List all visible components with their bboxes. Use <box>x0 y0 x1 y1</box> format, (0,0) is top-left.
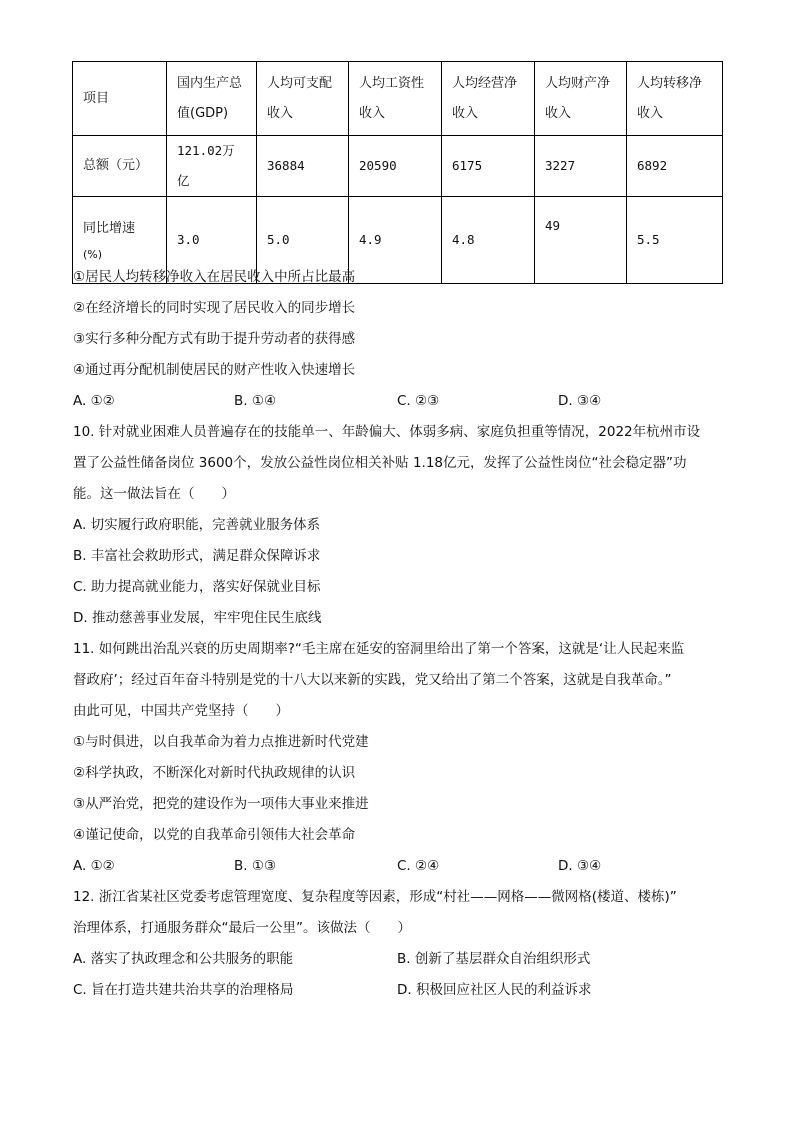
questions-block <box>73 262 733 1006</box>
q11-item: ③从严治党，把党的建设作为一项伟大事业来推进 <box>73 796 369 812</box>
table-cell: 3.0 <box>167 197 257 284</box>
q11-item: ①与时俱进，以自我革命为着力点推进新时代党建 <box>73 734 369 750</box>
header-cell <box>349 62 442 136</box>
q11-options <box>73 851 733 882</box>
q10-option: A. 切实履行政府职能，完善就业服务体系 <box>73 517 321 533</box>
header-text: 人均转移净 <box>637 75 703 91</box>
q9-item: ①居民人均转移净收入在居民收入中所占比最高 <box>73 269 356 285</box>
table-cell: 20590 <box>349 136 442 197</box>
table-cell: 5.0 <box>257 197 349 284</box>
q11-stem-line: 11. 如何跳出治乱兴衰的历史周期率?“毛主席在延安的窑洞里给出了第一个答案，这就是‘让人民起来监 <box>73 641 685 657</box>
q11-item: ④谨记使命，以党的自我革命引领伟大社会革命 <box>73 827 356 843</box>
option-a: A. 落实了执政理念和公共服务的职能 <box>73 951 294 967</box>
option-c: C. ②④ <box>397 858 440 874</box>
header-text: 收入 <box>267 105 294 121</box>
header-text: 人均经营净 <box>452 75 518 91</box>
option-a: A. ①② <box>73 393 115 409</box>
option-d: D. ③④ <box>558 858 602 874</box>
q10-stem-line: 置了公益性储备岗位 3600个，发放公益性岗位相关补贴 1.18亿元，发挥了公益性岗位“社会稳定器”功 <box>73 455 687 471</box>
q12-options-row <box>73 944 733 975</box>
header-cell <box>442 62 535 136</box>
q9-item: ③实行多种分配方式有助于提升劳动者的获得感 <box>73 331 356 347</box>
header-cell <box>73 62 167 136</box>
header-text: 人均可支配 <box>267 75 333 91</box>
table-cell: 6892 <box>627 136 723 197</box>
row-label-text: (%) <box>83 248 103 261</box>
option-a: A. ①② <box>73 858 115 874</box>
row-label: 总额（元） <box>73 136 167 197</box>
header-text: 人均工资性 <box>359 75 425 91</box>
option-b: B. 创新了基层群众自治组织形式 <box>397 951 591 967</box>
income-table <box>72 61 723 284</box>
header-text: 收入 <box>545 105 572 121</box>
option-b: B. ①④ <box>234 393 277 409</box>
q11-stem-line: 督政府’；经过百年奋斗特别是党的十八大以来新的实践，党又给出了第二个答案，这就是自我革命。” <box>73 672 672 688</box>
q10-stem-line: 能。这一做法旨在（ ） <box>73 486 235 502</box>
table-row <box>73 136 723 197</box>
header-text: 国内生产总 <box>177 75 243 91</box>
header-cell <box>535 62 627 136</box>
header-text: 收入 <box>359 105 386 121</box>
table-cell: 36884 <box>257 136 349 197</box>
table-header-row <box>73 62 723 136</box>
q10-stem-line: 10. 针对就业困难人员普遍存在的技能单一、年龄偏大、体弱多病、家庭负担重等情况，2022年杭州市设 <box>73 424 701 440</box>
q10-option: B. 丰富社会救助形式，满足群众保障诉求 <box>73 548 321 564</box>
table-cell: 3227 <box>535 136 627 197</box>
q12-stem-line: 治理体系，打通服务群众“最后一公里”。该做法（ ） <box>73 920 411 936</box>
table-cell: 6175 <box>442 136 535 197</box>
header-cell <box>627 62 723 136</box>
header-text: 人均财产净 <box>545 75 611 91</box>
header-text: 项目 <box>83 90 110 106</box>
q12-options-row <box>73 975 733 1006</box>
table-cell: 5.5 <box>627 197 723 284</box>
option-d: D. 积极回应社区人民的利益诉求 <box>397 982 592 998</box>
option-c: C. 旨在打造共建共治共享的治理格局 <box>73 982 294 998</box>
header-text: 收入 <box>637 105 664 121</box>
table-cell: 4.8 <box>442 197 535 284</box>
row-label-text: 同比增速 <box>83 221 136 236</box>
option-b: B. ①③ <box>234 858 277 874</box>
q9-options <box>73 386 733 417</box>
option-d: D. ③④ <box>558 393 602 409</box>
table-cell: 4.9 <box>349 197 442 284</box>
q11-item: ②科学执政，不断深化对新时代执政规律的认识 <box>73 765 356 781</box>
header-cell <box>257 62 349 136</box>
option-c: C. ②③ <box>397 393 440 409</box>
q12-stem-line: 12. 浙江省某社区党委考虑管理宽度、复杂程度等因素，形成“村社——网格——微网格(楼道、楼栋)” <box>73 889 677 905</box>
table-cell: 121.02万亿 <box>167 136 257 197</box>
header-cell <box>167 62 257 136</box>
table-cell: 49 <box>535 197 627 284</box>
header-text: 值(GDP) <box>177 105 229 121</box>
q10-option: D. 推动慈善事业发展，牢牢兜住民生底线 <box>73 610 322 626</box>
q10-option: C. 助力提高就业能力，落实好保就业目标 <box>73 579 321 595</box>
q11-stem-line: 由此可见，中国共产党坚持（ ） <box>73 703 289 719</box>
header-text: 收入 <box>452 105 479 121</box>
q9-item: ④通过再分配机制使居民的财产性收入快速增长 <box>73 362 356 378</box>
q9-item: ②在经济增长的同时实现了居民收入的同步增长 <box>73 300 356 316</box>
